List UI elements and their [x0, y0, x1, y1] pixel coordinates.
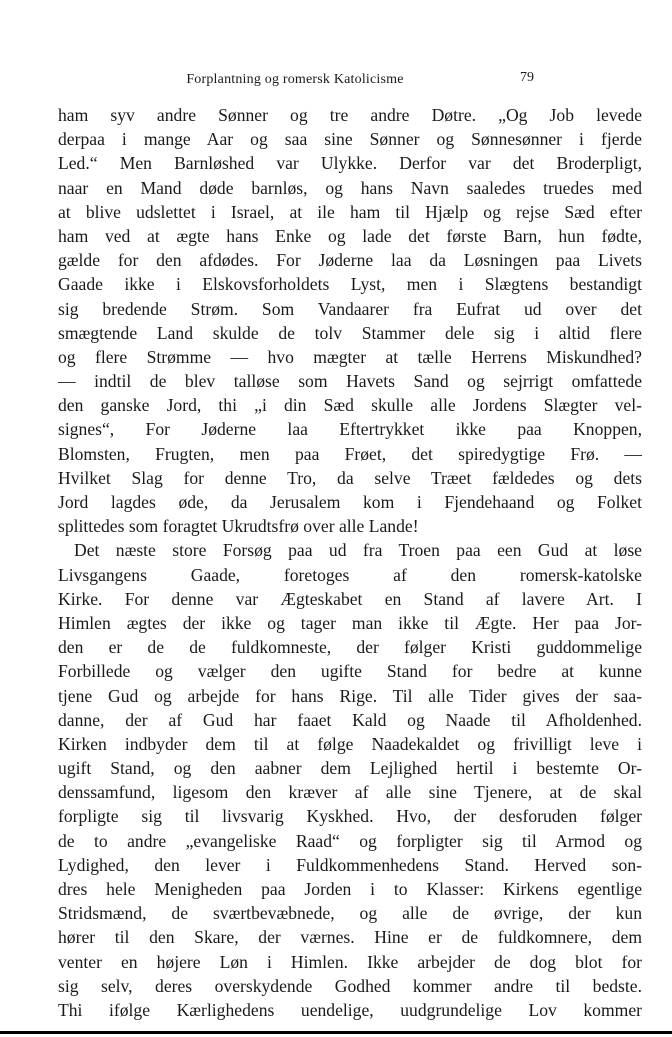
text-line: naar en Mand døde barnløs, og hans Navn saaledes truedes med — [58, 177, 642, 198]
text-line: Stridsmænd, de sværtbevæbnede, og alle de øvrige, der kun — [58, 903, 642, 924]
text-line: venter en højere Løn i Himlen. Ikke arbejder de dog blot for — [58, 951, 642, 972]
running-head — [0, 70, 672, 92]
text-line: forpligte sig til livsvarig Kyskhed. Hvo, der desforuden følger — [58, 806, 642, 827]
text-line: Blomsten, Frugten, men paa Frøet, det spiredygtige Frø. — — [58, 443, 642, 464]
page-number: 79 — [520, 70, 534, 85]
text-line: Livsgangens Gaade, foretoges af den romersk-katolske — [58, 564, 642, 585]
text-line: den er de de fuldkomneste, der følger Kristi guddommelige — [58, 637, 642, 658]
text-line: den ganske Jord, thi „i din Sæd skulle alle Jordens Slægter vel- — [58, 395, 642, 416]
text-line: at blive udslettet i Israel, at ile ham til Hjælp og rejse Sæd efter — [58, 201, 642, 222]
text-line: signes“, For Jøderne laa Eftertrykket ikke paa Knoppen, — [58, 419, 642, 440]
text-line: danne, der af Gud har faaet Kald og Naade til Afholdenhed. — [58, 709, 642, 730]
text-line: Thi ifølge Kærlighedens uendelige, uudgrundelige Lov kommer — [58, 999, 642, 1020]
text-line: sig bredende Strøm. Som Vandaarer fra Eufrat ud over det — [58, 298, 642, 319]
text-line: ugift Stand, og den aabner dem Lejlighed hertil i bestemte Or- — [58, 758, 642, 779]
text-line: Kirken indbyder dem til at følge Naadekaldet og frivilligt leve i — [58, 733, 642, 754]
text-line: Lydighed, den lever i Fuldkommenhedens Stand. Herved son- — [58, 854, 642, 875]
text-line: Led.“ Men Barnløshed var Ulykke. Derfor var det Broderpligt, — [58, 153, 642, 174]
scan-edge-rule — [0, 1031, 672, 1034]
text-line: Himlen ægtes der ikke og tager man ikke til Ægte. Her paa Jor- — [58, 612, 642, 633]
text-line: — indtil de blev talløse som Havets Sand og sejrrigt omfattede — [58, 371, 642, 392]
text-line: ham ved at ægte hans Enke og lade det første Barn, hun fødte, — [58, 225, 642, 246]
text-line: Kirke. For denne var Ægteskabet en Stand af lavere Art. I — [58, 588, 642, 609]
text-line: Forbillede og vælger den ugifte Stand for bedre at kunne — [58, 661, 642, 682]
body-text — [58, 103, 642, 1022]
text-line: hører til den Skare, der værnes. Hine er de fuldkomnere, dem — [58, 927, 642, 948]
text-line: denssamfund, ligesom den kræver af alle sine Tjenere, at de skal — [58, 782, 642, 803]
running-title: Forplantning og romersk Katolicisme — [186, 72, 404, 87]
text-line: smægtende Land skulde de tolv Stammer dele sig i altid flere — [58, 322, 642, 343]
text-line: Gaade ikke i Elskovsforholdets Lyst, men i Slægtens bestandigt — [58, 274, 642, 295]
paragraph-end-line: splittedes som foragtet Ukrudtsfrø over alle Lande! — [58, 516, 419, 537]
text-line: de to andre „evangeliske Raad“ og forpligter sig til Armod og — [58, 830, 642, 851]
text-line: ham syv andre Sønner og tre andre Døtre. „Og Job levede — [58, 105, 642, 125]
text-line: derpaa i mange Aar og saa sine Sønner og Sønnesønner i fjerde — [58, 129, 642, 150]
text-line: tjene Gud og arbejde for hans Rige. Til alle Tider gives der saa- — [58, 685, 642, 706]
text-line: gælde for den afdødes. For Jøderne laa da Løsningen paa Livets — [58, 250, 642, 271]
text-line: og flere Strømme — hvo mægter at tælle Herrens Miskundhed? — [58, 346, 642, 367]
text-line: dres hele Menigheden paa Jorden i to Klasser: Kirkens egentlige — [58, 879, 642, 899]
paragraph-first-line: Det næste store Forsøg paa ud fra Troen paa een Gud at løse — [74, 540, 642, 561]
text-line: Jord lagdes øde, da Jerusalem kom i Fjendehaand og Folket — [58, 492, 642, 512]
text-line: sig selv, deres overskydende Godhed kommer andre til bedste. — [58, 975, 642, 996]
text-line: Hvilket Slag for denne Tro, da selve Træet fældedes og dets — [58, 467, 642, 488]
